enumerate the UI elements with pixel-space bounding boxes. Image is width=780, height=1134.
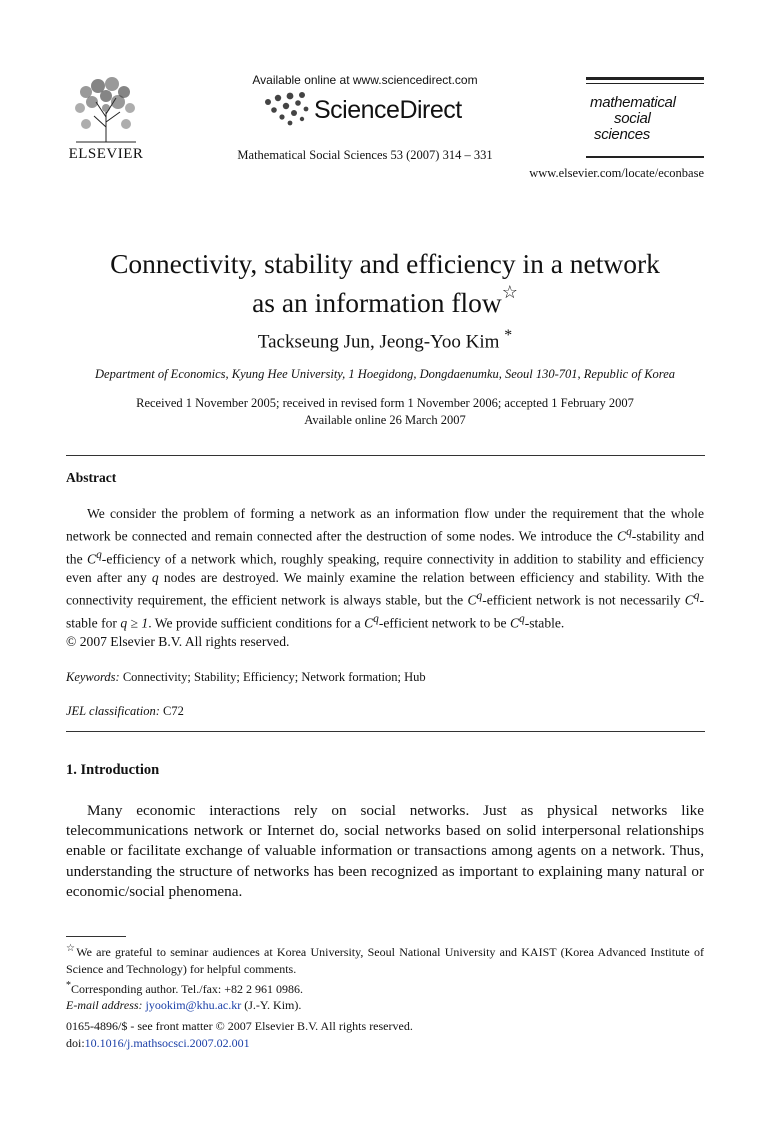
authors — [60, 327, 710, 353]
sciencedirect-wordmark: ScienceDirect — [314, 96, 462, 124]
journal-logo-rule — [586, 156, 704, 158]
journal-logo — [590, 95, 700, 143]
journal-logo-rule — [586, 83, 704, 84]
divider — [66, 731, 705, 732]
affiliation: Department of Economics, Kyung Hee University, 1 Hoegidong, Dongdaenumku, Seoul 130-701, Republic of Korea — [95, 367, 675, 381]
keywords — [66, 670, 706, 685]
dates-received: Received 1 November 2005; received in revised form 1 November 2006; accepted 1 February 2007 — [136, 396, 634, 410]
keywords-label: Keywords: — [66, 670, 120, 684]
author-names: Tackseung Jun, Jeong-Yoo Kim — [257, 331, 500, 353]
footnote-corresponding: *Corresponding author. Tel./fax: +82 2 961 0986. — [66, 979, 304, 996]
journal-citation: Mathematical Social Sciences 53 (2007) 314 – 331 — [237, 148, 493, 162]
available-online-text[interactable]: Available online at www.sciencedirect.com — [252, 73, 478, 87]
footnote-acknowledgement: ☆We are grateful to seminar audiences at Korea University, Seoul National University and KAIST (Korea Advanced Institute of Science and Technology) for helpful comments. — [66, 943, 704, 976]
journal-logo-rule — [586, 77, 704, 80]
article-dates — [60, 395, 710, 429]
journal-logo-line: mathematical — [590, 94, 676, 111]
journal-logo-line: social — [614, 110, 651, 127]
jel-classification — [66, 704, 184, 719]
email-link[interactable]: jyookim@khu.ac.kr — [145, 998, 242, 1013]
keywords-value: Connectivity; Stability; Efficiency; Network formation; Hub — [122, 670, 426, 684]
dates-available: Available online 26 March 2007 — [304, 413, 466, 427]
journal-logo-line: sciences — [594, 126, 650, 143]
jel-value: C72 — [163, 704, 184, 718]
front-matter — [66, 1018, 704, 1052]
footnote-rule — [66, 936, 126, 937]
abstract-copyright: © 2007 Elsevier B.V. All rights reserved. — [66, 634, 290, 649]
divider — [66, 455, 705, 456]
article-title — [60, 247, 710, 319]
doi-link[interactable]: 10.1016/j.mathsocsci.2007.02.001 — [84, 1036, 250, 1050]
footnote-asterisk: * — [66, 979, 71, 991]
issn-line: 0165-4896/$ - see front matter © 2007 Elsevier B.V. All rights reserved. — [66, 1019, 413, 1033]
section-heading: 1. Introduction — [66, 762, 160, 778]
corresponding-author-mark[interactable]: * — [504, 327, 513, 344]
abstract-heading: Abstract — [66, 470, 117, 485]
title-line: Connectivity, stability and efficiency in a network — [110, 248, 660, 279]
abstract-text: We consider the problem of forming a network as an information flow under the requirement that the whole network be connected and remain connected after the destruction of some nodes. We introduce the $C^q$-stability and the $C^q$-efficiency of a network which, roughly speaking, require connectivity in addition to stability and efficiency even after any q nodes are destroyed. We mainly examine the relation between efficiency and stability. With the connectivity requirement, the efficient network is always stable, but the $C^q$-efficient network is not necessarily $C^q$-stable for q ≥ 1. We provide sufficient conditions for a $C^q$-efficient network to be $C^q$-stable. — [66, 506, 704, 631]
footnotes — [66, 941, 704, 1014]
footnote-email: E-mail address: jyookim@khu.ac.kr (J.-Y. Kim). — [66, 998, 302, 1013]
footnote-star-mark: ☆ — [66, 943, 77, 954]
jel-label: JEL classification: — [66, 704, 160, 718]
title-footnote-mark[interactable]: ☆ — [501, 282, 518, 302]
doi-line: doi:10.1016/j.mathsocsci.2007.02.001 — [66, 1036, 250, 1050]
journal-url-link[interactable]: www.elsevier.com/locate/econbase — [529, 166, 704, 180]
elsevier-wordmark: ELSEVIER — [68, 146, 144, 162]
intro-paragraph: Many economic interactions rely on social networks. Just as physical networks like telecommunications network or Internet do, social networks based on solid interpersonal relationships enable or facilitate exchange of valuable information or transactions among agents on a network. Thus, understanding the structure of networks has been recognized as important to explaining many natural or economic/social phenomena. — [66, 802, 704, 900]
title-line: as an information flow — [252, 287, 502, 319]
